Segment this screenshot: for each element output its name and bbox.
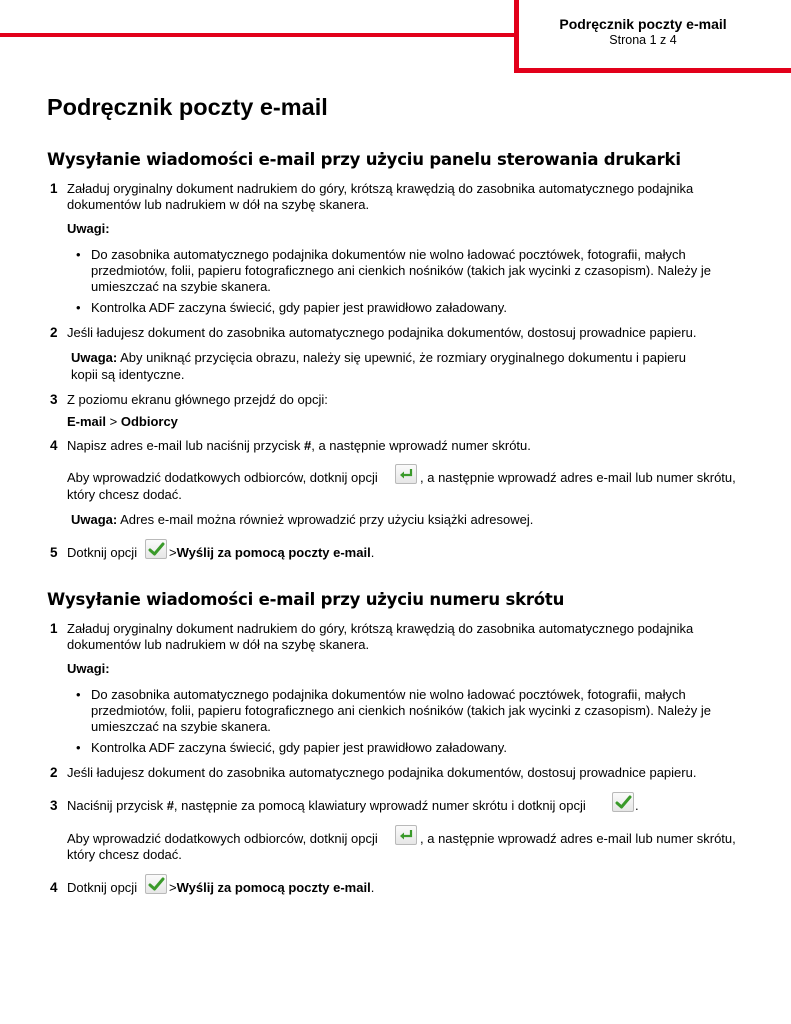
step-text: . bbox=[635, 798, 639, 813]
note-body: Adres e-mail można również wprowadzić przy użyciu książki adresowej. bbox=[117, 512, 534, 527]
note-label: Uwaga: bbox=[71, 350, 118, 365]
section-heading-shortcut: Wysyłanie wiadomości e-mail przy użyciu numeru skrótu bbox=[47, 590, 565, 609]
menu-path bbox=[67, 414, 178, 431]
step-text: Jeśli ładujesz dokument do zasobnika automatycznego podajnika dokumentów, dostosuj prowadnice papieru. bbox=[67, 325, 697, 340]
step-text: dokumentów lub nadrukiem w dół na szybę skanera. bbox=[67, 637, 370, 652]
note-body: Aby uniknąć przycięcia obrazu, należy się upewnić, że rozmiary oryginalnego dokumentu i papieru bbox=[117, 350, 686, 365]
step-text: Aby wprowadzić dodatkowych odbiorców, dotknij opcji bbox=[67, 470, 378, 485]
hash-key: # bbox=[166, 798, 174, 813]
step-text: który chcesz dodać. bbox=[67, 487, 182, 502]
step-text: Naciśnij przycisk #, następnie za pomocą klawiatury wprowadź numer skrótu i dotknij opcji bbox=[67, 798, 586, 813]
step-number: 1 bbox=[50, 621, 58, 636]
page-title: Podręcznik poczty e-mail bbox=[47, 94, 328, 120]
step-text: Napisz adres e-mail lub naciśnij przycisk #, a następnie wprowadź numer skrótu. bbox=[67, 438, 531, 453]
step-number: 2 bbox=[50, 765, 58, 780]
step-text: Dotknij opcji bbox=[67, 880, 138, 895]
checkmark-icon bbox=[145, 874, 167, 894]
hash-key: # bbox=[303, 438, 312, 453]
checkmark-icon bbox=[612, 792, 634, 812]
header-rule-horizontal bbox=[0, 33, 516, 37]
menu-path-recipients: Odbiorcy bbox=[120, 414, 178, 429]
bullet-text: umieszczać na szybie skanera. bbox=[91, 279, 271, 294]
bullet-text: umieszczać na szybie skanera. bbox=[91, 719, 271, 734]
step-text: >Wyślij za pomocą poczty e-mail. bbox=[169, 880, 375, 895]
header-page-number: Strona 1 z 4 bbox=[609, 33, 677, 47]
header-title: Podręcznik poczty e-mail bbox=[559, 16, 727, 32]
menu-path-separator: > bbox=[106, 414, 121, 429]
step-text: Aby wprowadzić dodatkowych odbiorców, dotknij opcji bbox=[67, 831, 378, 846]
step-text: Jeśli ładujesz dokument do zasobnika automatycznego podajnika dokumentów, dostosuj prowadnice papieru. bbox=[67, 765, 697, 780]
step-number: 5 bbox=[50, 545, 58, 560]
step-text: dokumentów lub nadrukiem w dół na szybę skanera. bbox=[67, 197, 370, 212]
step-text: >Wyślij za pomocą poczty e-mail. bbox=[169, 545, 375, 560]
step-number: 1 bbox=[50, 181, 58, 196]
step-text: Dotknij opcji bbox=[67, 545, 138, 560]
menu-path-email: E-mail bbox=[67, 414, 107, 429]
bullet-dot: • bbox=[76, 740, 81, 755]
note-text bbox=[71, 512, 533, 529]
step-text: Załaduj oryginalny dokument nadrukiem do góry, krótszą krawędzią do zasobnika automatycznego podajnika bbox=[67, 181, 694, 196]
section-heading-control-panel: Wysyłanie wiadomości e-mail przy użyciu panelu sterowania drukarki bbox=[47, 150, 681, 169]
bullet-text: Do zasobnika automatycznego podajnika dokumentów nie wolno ładować pocztówek, fotografii, małych bbox=[91, 247, 686, 262]
bullet-text: przedmiotów, folii, papieru fotograficznego ani cienkich nośników (takich jak wycinki z czasopism). Należy je bbox=[91, 703, 711, 718]
step-number: 4 bbox=[50, 438, 58, 453]
bullet-dot: • bbox=[76, 300, 81, 315]
note-label: Uwaga: bbox=[71, 512, 118, 527]
step-text: Z poziomu ekranu głównego przejdź do opcji: bbox=[67, 392, 328, 407]
bullet-text: Kontrolka ADF zaczyna świecić, gdy papier jest prawidłowo załadowany. bbox=[91, 300, 507, 315]
step-text: , a następnie wprowadź adres e-mail lub numer skrótu, bbox=[420, 470, 736, 485]
step-number: 3 bbox=[50, 798, 58, 813]
note-text: kopii są identyczne. bbox=[71, 367, 185, 382]
step-text: , a następnie wprowadź adres e-mail lub numer skrótu, bbox=[420, 831, 736, 846]
header-rule-bottom bbox=[514, 68, 791, 73]
checkmark-icon bbox=[145, 539, 167, 559]
bullet-dot: • bbox=[76, 687, 81, 702]
notes-label: Uwagi: bbox=[67, 661, 110, 676]
bullet-dot: • bbox=[76, 247, 81, 262]
notes-label: Uwagi: bbox=[67, 221, 110, 236]
step-number: 2 bbox=[50, 325, 58, 340]
step-number: 4 bbox=[50, 880, 58, 895]
step-number: 3 bbox=[50, 392, 58, 407]
step-text: Załaduj oryginalny dokument nadrukiem do góry, krótszą krawędzią do zasobnika automatycznego podajnika bbox=[67, 621, 694, 636]
send-email-option: Wyślij za pomocą poczty e-mail bbox=[176, 880, 371, 895]
send-email-option: Wyślij za pomocą poczty e-mail bbox=[176, 545, 371, 560]
bullet-text: przedmiotów, folii, papieru fotograficznego ani cienkich nośników (takich jak wycinki z czasopism). Należy je bbox=[91, 263, 711, 278]
bullet-text: Do zasobnika automatycznego podajnika dokumentów nie wolno ładować pocztówek, fotografii, małych bbox=[91, 687, 686, 702]
bullet-text: Kontrolka ADF zaczyna świecić, gdy papier jest prawidłowo załadowany. bbox=[91, 740, 507, 755]
note-text bbox=[71, 350, 686, 367]
step-text: który chcesz dodać. bbox=[67, 847, 182, 862]
enter-arrow-icon bbox=[395, 464, 417, 484]
enter-arrow-icon bbox=[395, 825, 417, 845]
running-header bbox=[519, 15, 767, 48]
